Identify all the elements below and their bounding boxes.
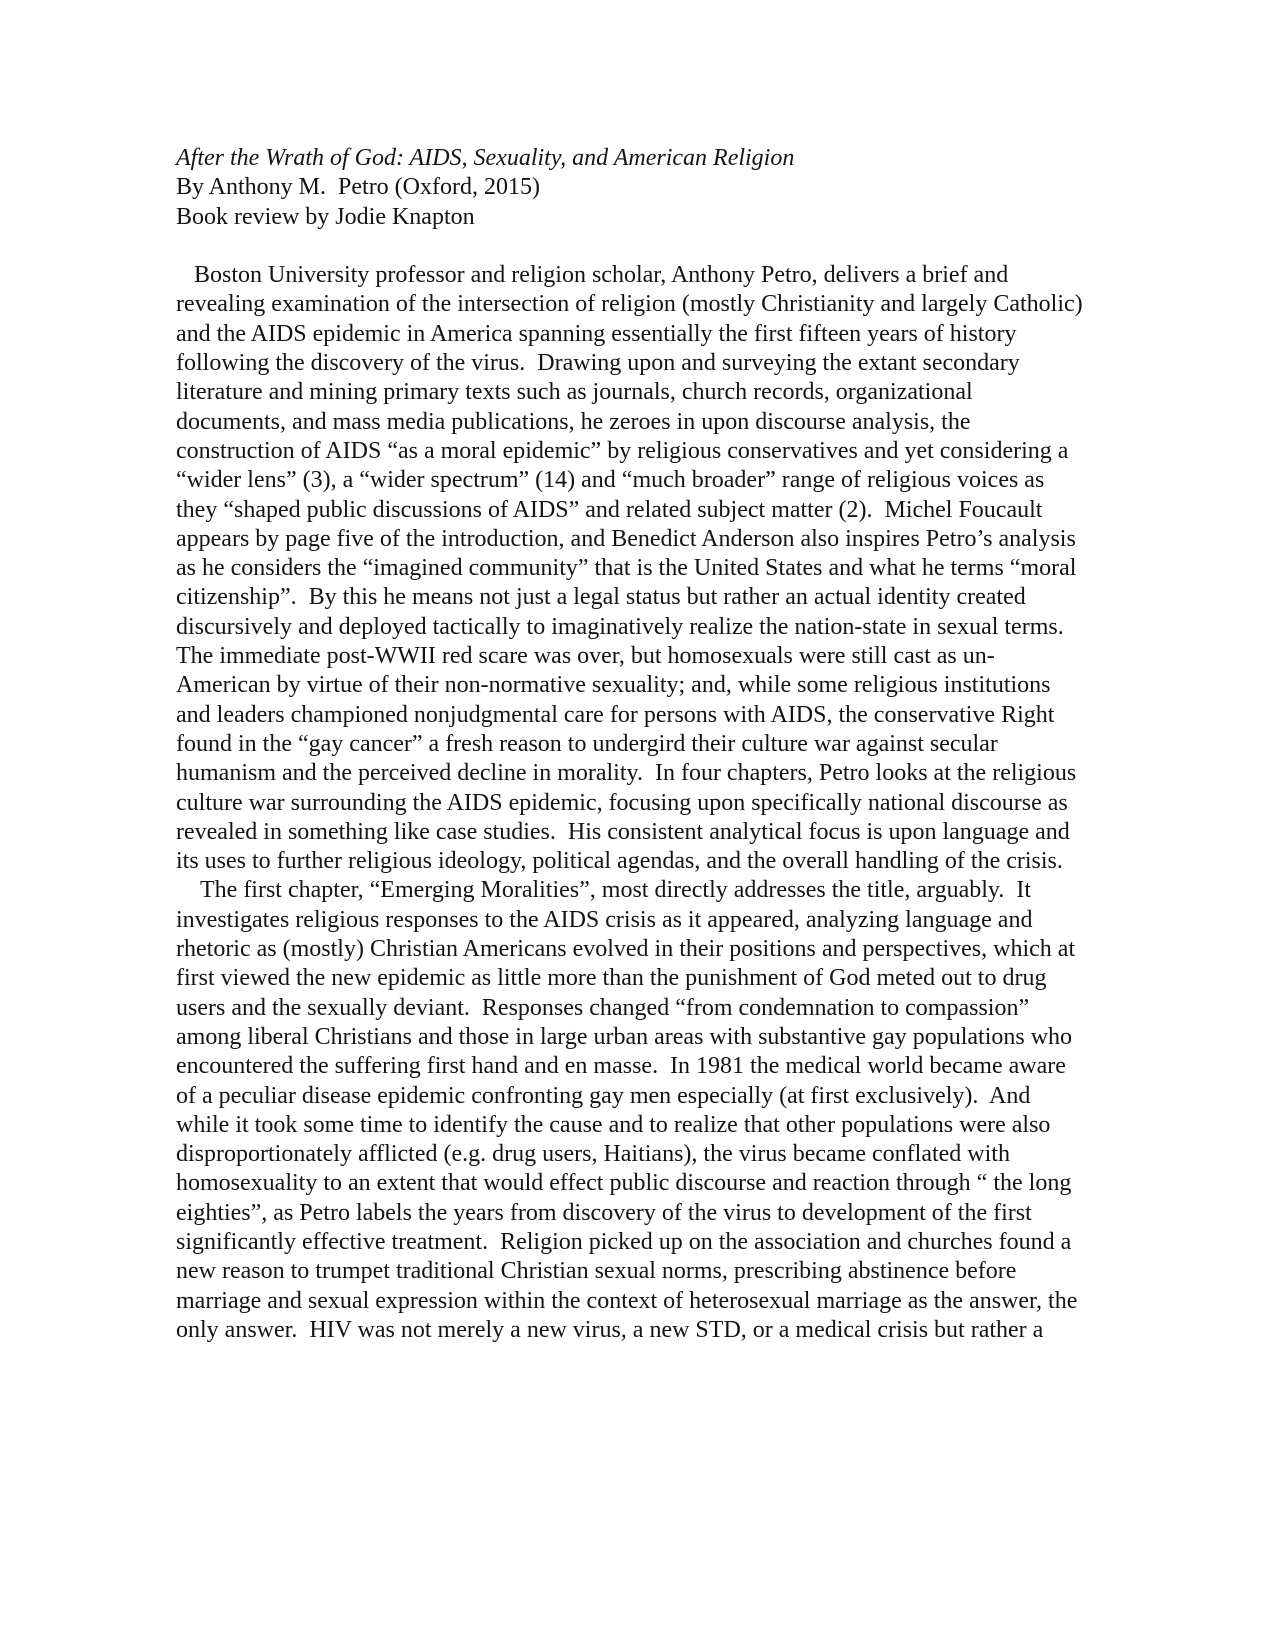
book-title: After the Wrath of God: AIDS, Sexuality, and American Religion <box>176 145 795 171</box>
body-paragraph: Boston University professor and religion scholar, Anthony Petro, delivers a brief and revealing examination of the intersection of religion (mostly Christianity and largely Catholic) and the AIDS epidemic in America spanning essentially the first fifteen years of history following the discovery of the virus. Drawing upon and surveying the extant secondary literature and mining primary texts such as journals, church records, organizational documents, and mass media publications, he zeroes in upon discourse analysis, the construction of AIDS “as a moral epidemic” by religious conservatives and yet considering a “wider lens” (3), a “wider spectrum” (14) and “much broader” range of religious voices as they “shaped public discussions of AIDS” and related subject matter (2). Michel Foucault appears by page five of the introduction, and Benedict Anderson also inspires Petro’s analysis as he considers the “imagined community” that is the United States and what he terms “moral citizenship”. By this he means not just a legal status but rather an actual identity created discursively and deployed tactically to imaginatively realize the nation-state in sexual terms. The immediate post-WWII red scare was over, but homosexuals were still cast as un-American by virtue of their non-normative sexuality; and, while some religious institutions and leaders championed nonjudgmental care for persons with AIDS, the conservative Right found in the “gay cancer” a fresh reason to undergird their culture war against secular humanism and the perceived decline in morality. In four chapters, Petro looks at the religious culture war surrounding the AIDS epidemic, focusing upon specifically national discourse as revealed in something like case studies. His consistent analytical focus is upon language and its uses to further religious ideology, political agendas, and the overall handling of the crisis. <box>176 262 1089 875</box>
author-byline: By Anthony M. Petro (Oxford, 2015) <box>176 174 540 201</box>
document-content <box>176 144 1088 1345</box>
blank-line-spacer <box>176 232 1088 261</box>
body-paragraph: The first chapter, “Emerging Moralities”, most directly addresses the title, arguably. It investigates religious responses to the AIDS crisis as it appeared, analyzing language and rhetoric as (mostly) Christian Americans evolved in their positions and perspectives, which at first viewed the new epidemic as little more than the punishment of God meted out to drug users and the sexually deviant. Responses changed “from condemnation to compassion” among liberal Christians and those in large urban areas with substantive gay populations who encountered the suffering first hand and en masse. In 1981 the medical world became aware of a peculiar disease epidemic confronting gay men especially (at first exclusively). And while it took some time to identify the cause and to realize that other populations were also disproportionately afflicted (e.g. drug users, Haitians), the virus became conflated with homosexuality to an extent that would effect public discourse and reaction through “ the long eighties”, as Petro labels the years from discovery of the virus to development of the first significantly effective treatment. Religion picked up on the association and churches found a new reason to trumpet traditional Christian sexual norms, prescribing abstinence before marriage and sexual expression within the context of heterosexual marriage as the answer, the only answer. HIV was not merely a new virus, a new STD, or a medical crisis but rather a <box>176 877 1084 1343</box>
reviewer-line: Book review by Jodie Knapton <box>176 203 475 230</box>
